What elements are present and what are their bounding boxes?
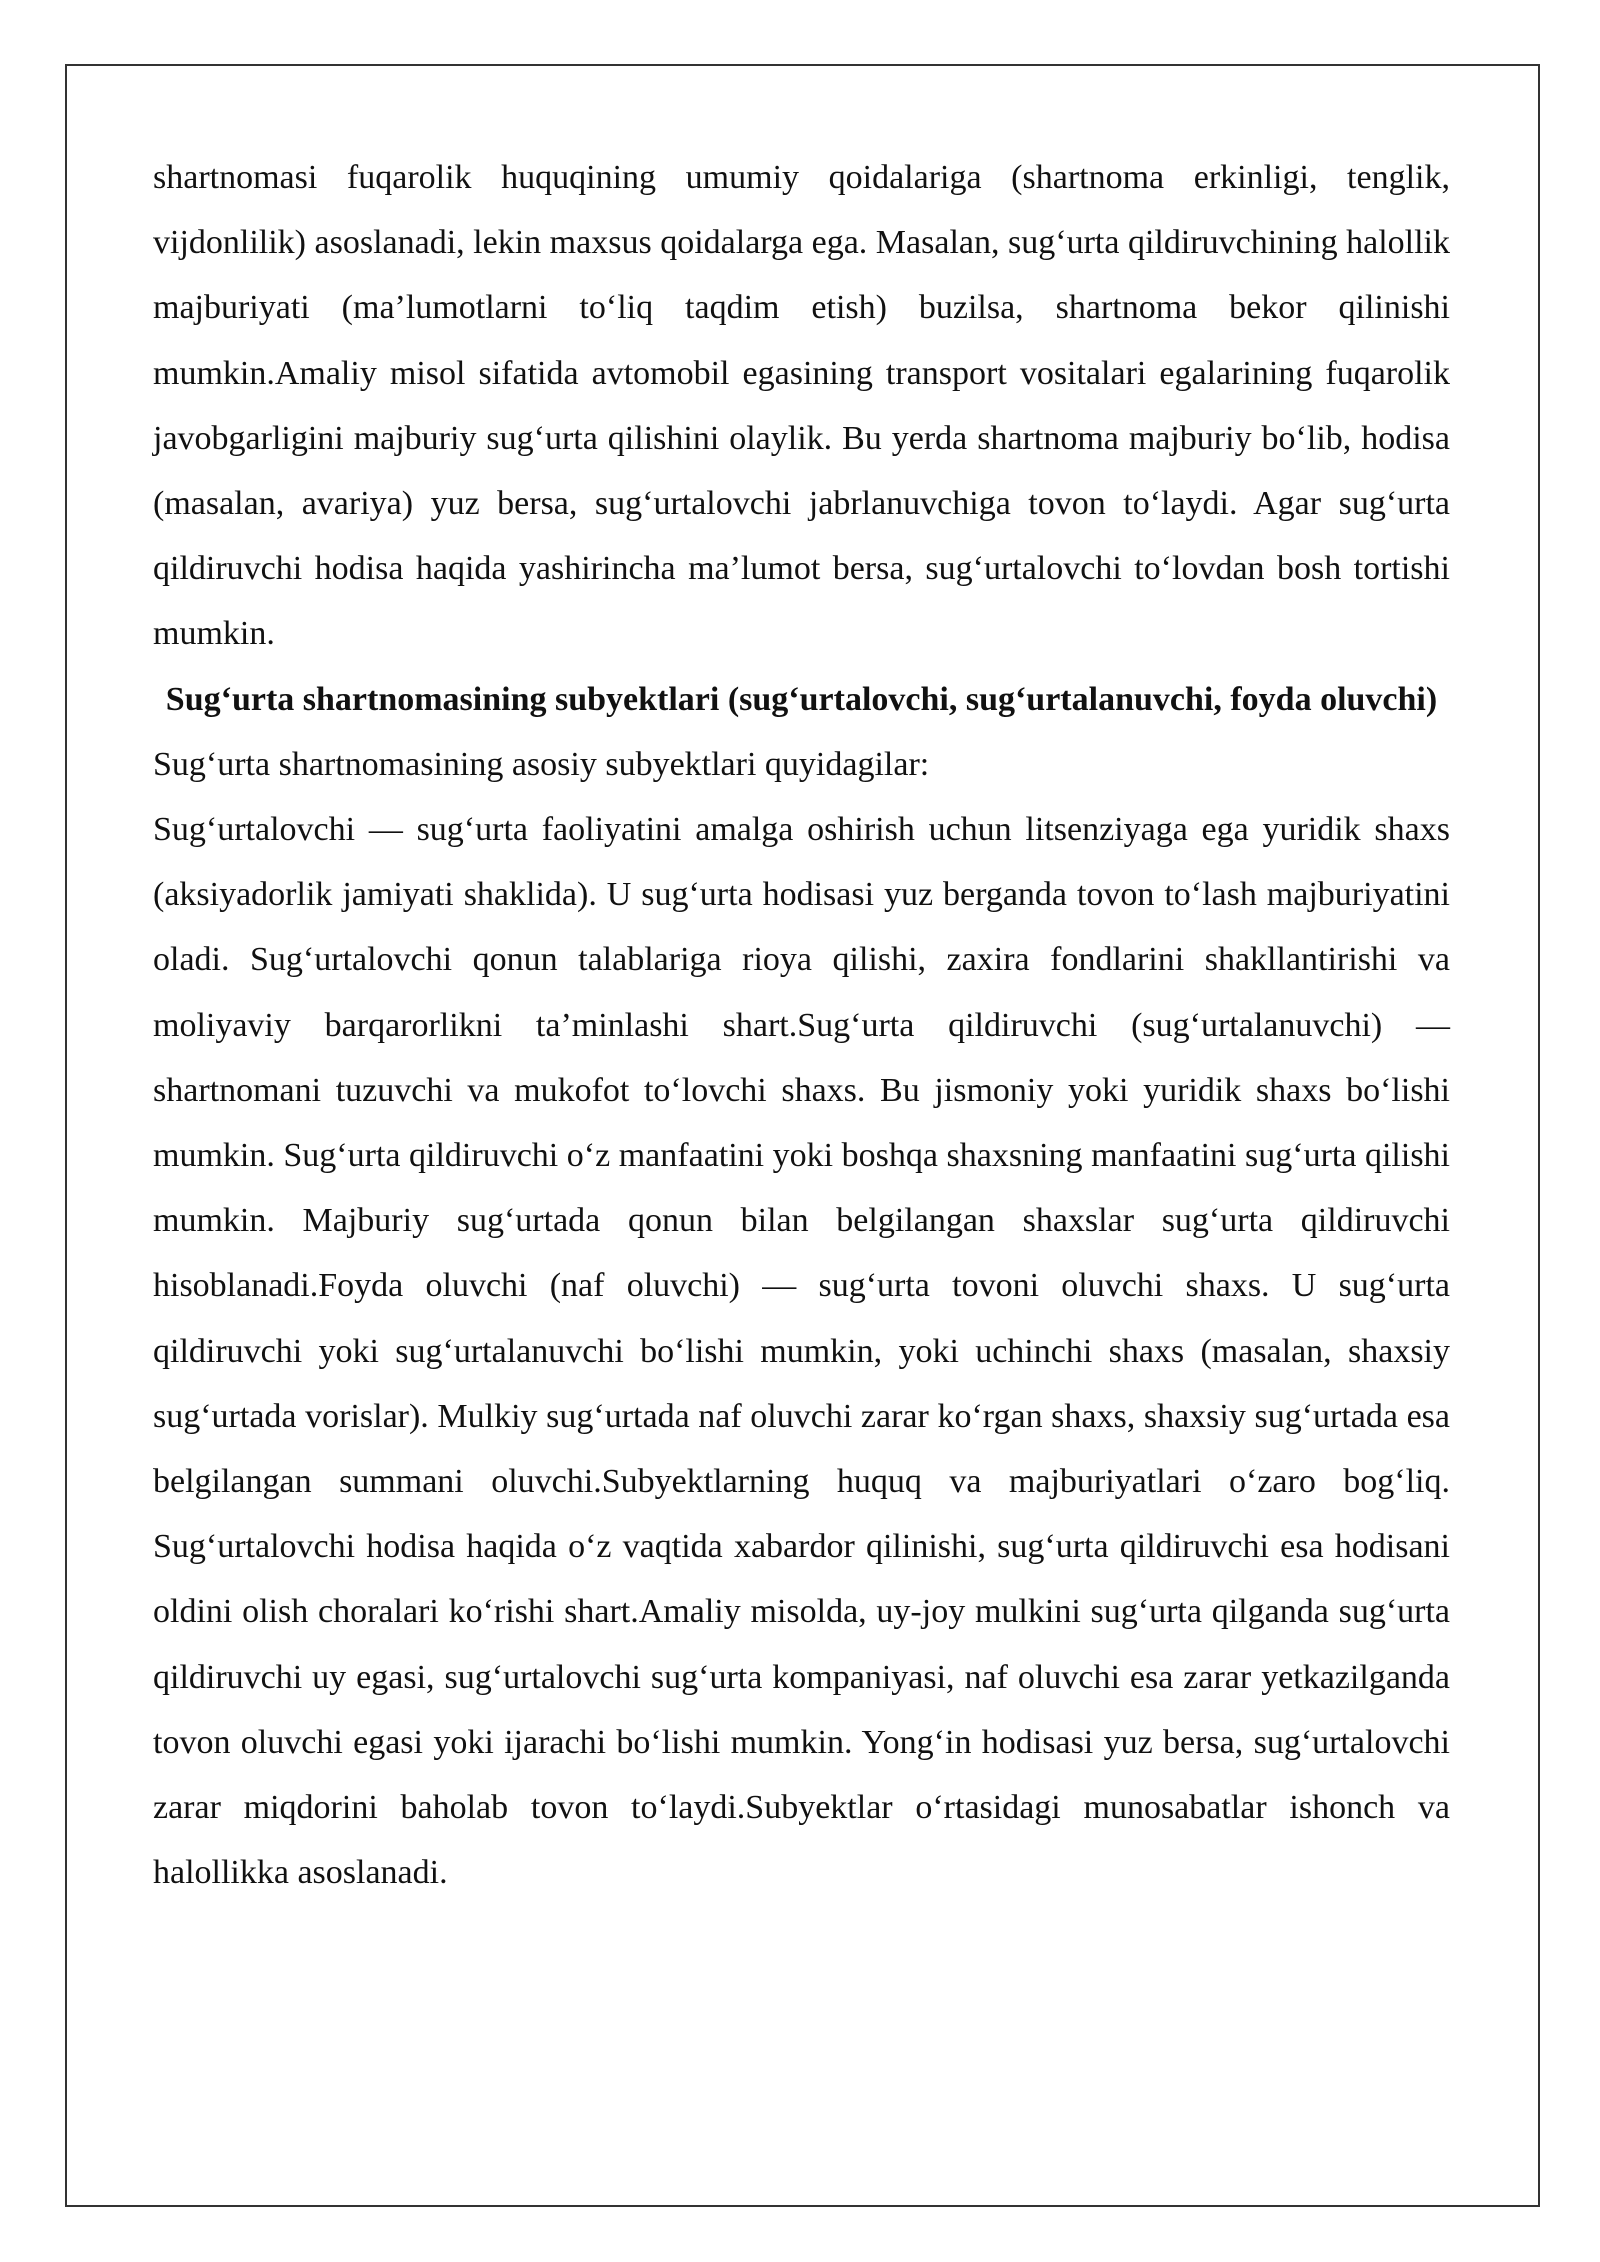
page-content [153,145,1450,1905]
body-paragraph: shartnomasi fuqarolik huquqining umumiy qoidalariga (shartnoma erkinligi, tenglik, vijdonlilik) asoslanadi, lekin maxsus qoidalarga ega. Masalan, sug‘urta qildiruvchining halollik majburiyati (ma’lumotlarni to‘liq taqdim etish) buzilsa, shartnoma bekor qilinishi mumkin.Amaliy misol sifatida avtomobil egasining transport vositalari egalarining fuqarolik javobgarligini majburiy sug‘urta qilishini olaylik. Bu yerda shartnoma majburiy bo‘lib, hodisa (masalan, avariya) yuz bersa, sug‘urtalovchi jabrlanuvchiga tovon to‘laydi. Agar sug‘urta qildiruvchi hodisa haqida yashirincha ma’lumot bersa, sug‘urtalovchi to‘lovdan bosh tortishi mumkin. [153,159,1450,653]
intro-paragraph: Sug‘urta shartnomasining asosiy subyektlari quyidagilar: [153,745,930,783]
body-paragraph: Sug‘urtalovchi — sug‘urta faoliyatini amalga oshirish uchun litsenziyaga ega yuridik shaxs (aksiyadorlik jamiyati shaklida). U sug‘urta hodisasi yuz berganda tovon to‘lash majburiyatini oladi. Sug‘urtalovchi qonun talablariga rioya qilishi, zaxira fondlarini shakllantirishi va moliyaviy barqarorlikni ta’minlashi shart.Sug‘urta qildiruvchi (sug‘urtalanuvchi) — shartnomani tuzuvchi va mukofot to‘lovchi shaxs. Bu jismoniy yoki yuridik shaxs bo‘lishi mumkin. Sug‘urta qildiruvchi o‘z manfaatini yoki boshqa shaxsning manfaatini sug‘urta qilishi mumkin. Majburiy sug‘urtada qonun bilan belgilangan shaxslar sug‘urta qildiruvchi hisoblanadi.Foyda oluvchi (naf oluvchi) — sug‘urta tovoni oluvchi shaxs. U sug‘urta qildiruvchi yoki sug‘urtalanuvchi bo‘lishi mumkin, yoki uchinchi shaxs (masalan, shaxsiy sug‘urtada vorislar). Mulkiy sug‘urtada naf oluvchi zarar ko‘rgan shaxs, shaxsiy sug‘urtada esa belgilangan summani oluvchi.Subyektlarning huquq va majburiyatlari o‘zaro bog‘liq. Sug‘urtalovchi hodisa haqida o‘z vaqtida xabardor qilinishi, sug‘urta qildiruvchi esa hodisani oldini olish choralari ko‘rishi shart.Amaliy misolda, uy-joy mulkini sug‘urta qilganda sug‘urta qildiruvchi uy egasi, sug‘urtalovchi sug‘urta kompaniyasi, naf oluvchi esa zarar yetkazilganda tovon oluvchi egasi yoki ijarachi bo‘lishi mumkin. Yong‘in hodisasi yuz bersa, sug‘urtalovchi zarar miqdorini baholab tovon to‘laydi.Subyektlar o‘rtasidagi munosabatlar ishonch va halollikka asoslanadi. [153,811,1450,1892]
section-heading: Sug‘urta shartnomasining subyektlari (sug‘urtalovchi, sug‘urtalanuvchi, foyda oluvchi) [165,680,1438,718]
